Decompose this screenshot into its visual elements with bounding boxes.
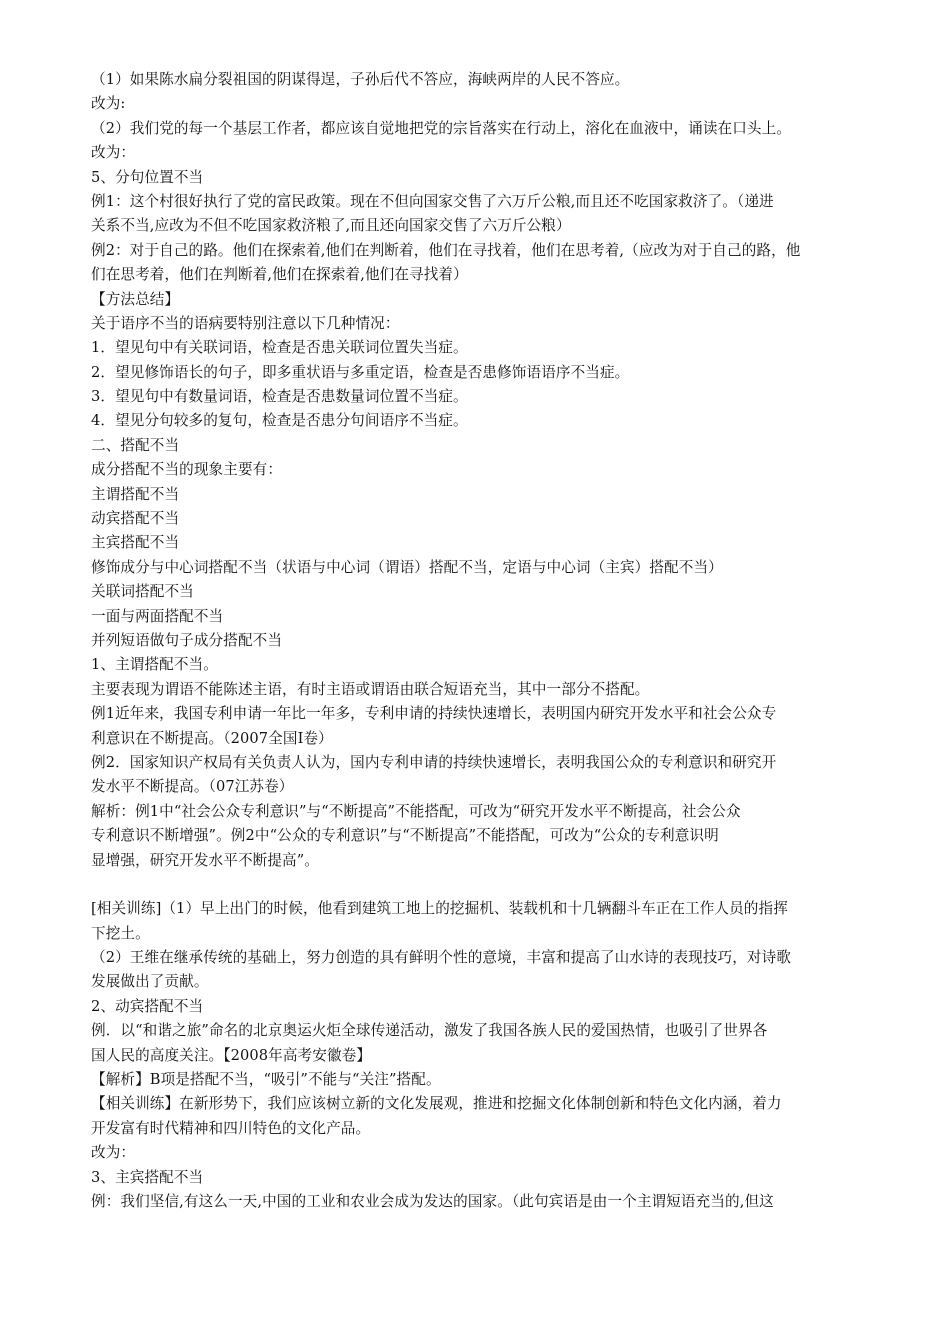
text-line: 并列短语做句子成分搭配不当 <box>91 631 283 649</box>
text-line: （2）王维在继承传统的基础上，努力创造的具有鲜明个性的意境，丰富和提高了山水诗的表现技巧，对诗歌 <box>91 949 791 967</box>
text-line: 解析：例1中“社会公众专利意识”与“不断提高”不能搭配，可改为“研究开发水平不断提高，社会公众 <box>91 802 741 820</box>
text-line: 动宾搭配不当 <box>91 510 180 528</box>
text-line: 例：我们坚信,有这么一天,中国的工业和农业会成为发达的国家。（此句宾语是由一个主谓短语充当的,但这 <box>91 1192 774 1210</box>
text-line: 关于语序不当的语病要特别注意以下几种情况： <box>91 314 400 332</box>
text-line: 【相关训练】在新形势下，我们应该树立新的文化发展观，推进和挖掘文化体制创新和特色文化内涵，着力 <box>91 1095 782 1113</box>
text-line: 主要表现为谓语不能陈述主语，有时主语或谓语由联合短语充当，其中一部分不搭配。 <box>91 680 650 698</box>
text-line: 3．望见句中有数量词语，检查是否患数量词位置不当症。 <box>91 388 468 406</box>
document-page <box>91 68 863 1214</box>
text-line: 修饰成分与中心词搭配不当（状语与中心词（谓语）搭配不当，定语与中心词（主宾）搭配不当） <box>91 558 723 576</box>
text-line: 下挖土。 <box>91 924 150 942</box>
text-line: 例2：对于自己的路。他们在探索着,他们在判断着，他们在寻找着，他们在思考着,（应改为对于自己的路，他 <box>91 241 801 259</box>
text-line: 专利意识不断增强”。例2中“公众的专利意识”与“不断提高”不能搭配，可改为“公众的专利意识明 <box>91 827 719 845</box>
text-line: 主谓搭配不当 <box>91 485 180 503</box>
text-line: 2、动宾搭配不当 <box>91 997 204 1015</box>
text-line: （2）我们党的每一个基层工作者，都应该自觉地把党的宗旨落实在行动上，溶化在血液中，诵读在口头上。 <box>91 119 791 137</box>
text-line: 例1近年来，我国专利申请一年比一年多，专利申请的持续快速增长，表明国内研究开发水平和社会公众专 <box>91 705 777 723</box>
text-line: [相关训练]（1）早上出门的时候，他看到建筑工地上的挖掘机、装载机和十几辆翻斗车正在工作人员的指挥 <box>91 900 788 918</box>
text-line: 发水平不断提高。（07江苏卷） <box>91 778 294 796</box>
text-line: 例1：这个村很好执行了党的富民政策。现在不但向国家交售了六万斤公粮,而且还不吃国家救济了。（递进 <box>91 192 774 210</box>
text-line: 主宾搭配不当 <box>91 534 180 552</box>
text-line: 开发富有时代精神和四川特色的文化产品。 <box>91 1119 371 1137</box>
text-line: 2．望见修饰语长的句子，即多重状语与多重定语，检查是否患修饰语语序不当症。 <box>91 363 630 381</box>
text-line: 1．望见句中有关联词语，检查是否患关联词位置失当症。 <box>91 339 468 357</box>
text-line: 二、搭配不当 <box>91 436 180 454</box>
text-line: 3、主宾搭配不当 <box>91 1168 204 1186</box>
text-line: 1、主谓搭配不当。 <box>91 656 218 674</box>
text-line: 国人民的高度关注。【2008年高考安徽卷】 <box>91 1046 372 1064</box>
text-line: 显增强，研究开发水平不断提高”。 <box>91 851 319 869</box>
text-line: 4．望见分句较多的复句，检查是否患分句间语序不当症。 <box>91 412 468 430</box>
blank-line <box>91 873 863 897</box>
text-line: 改为： <box>91 144 136 162</box>
text-line: （1）如果陈水扁分裂祖国的阴谋得逞，子孙后代不答应，海峡两岸的人民不答应。 <box>91 71 630 88</box>
text-line: 关联词搭配不当 <box>91 583 194 601</box>
text-line: 一面与两面搭配不当 <box>91 607 224 625</box>
text-line: 利意识在不断提高。（2007全国Ⅰ卷） <box>91 729 333 747</box>
text-line: 关系不当,应改为不但不吃国家救济粮了,而且还向国家交售了六万斤公粮） <box>91 217 571 235</box>
text-line: 改为: <box>91 95 126 113</box>
text-line: 改为： <box>91 1144 136 1162</box>
text-line: 【方法总结】 <box>91 290 180 308</box>
text-line: 们在思考着，他们在判断着,他们在探索着,他们在寻找着） <box>91 266 468 284</box>
text-line: 例．以“和谐之旅”命名的北京奥运火炬全球传递活动，激发了我国各族人民的爱国热情，也吸引了世界各 <box>91 1022 768 1040</box>
text-line: 成分搭配不当的现象主要有： <box>91 461 283 479</box>
text-line: 例2．国家知识产权局有关负责人认为，国内专利申请的持续快速增长，表明我国公众的专利意识和研究开 <box>91 753 777 771</box>
text-line: 5、分句位置不当 <box>91 168 204 186</box>
text-line: 发展做出了贡献。 <box>91 973 209 991</box>
text-line: 【解析】B项是搭配不当，“吸引”不能与“关注”搭配。 <box>91 1071 441 1089</box>
